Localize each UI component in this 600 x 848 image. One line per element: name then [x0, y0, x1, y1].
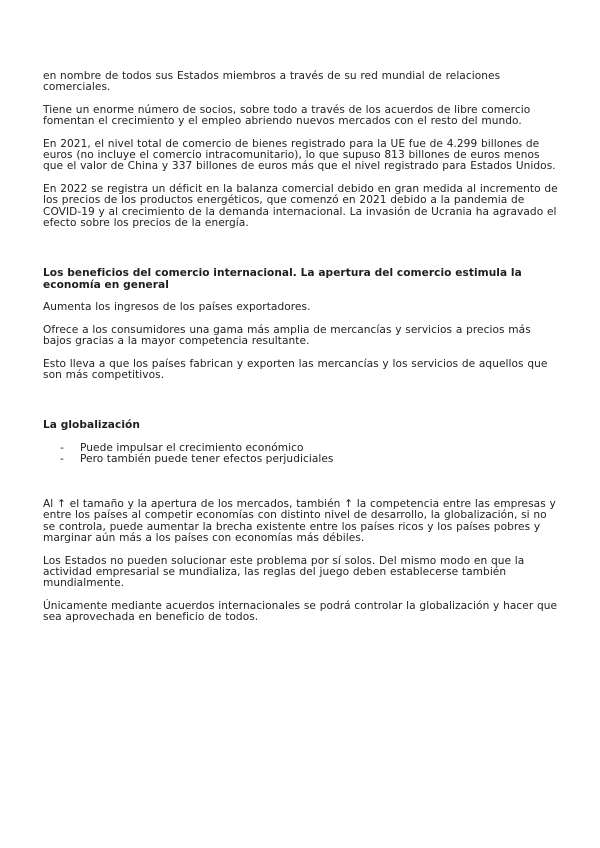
list-item-text: Puede impulsar el crecimiento económico — [80, 441, 304, 454]
globalizacion-paragraph-2: Los Estados no pueden solucionar este problema por sí solos. Del mismo modo en que la actividad empresarial se mundializa, las reglas del juego deben establecerse también mundialmente. — [43, 554, 525, 590]
beneficios-heading: Los beneficios del comercio internacional. La apertura del comercio estimula la economía en general — [43, 267, 522, 291]
intro-paragraph-4: En 2022 se registra un déficit en la balanza comercial debido en gran medida al incremento de los precios de los productos energéticos, que comenzó en 2021 debido a la pandemia de COVID-19 y al crecimiento de la demanda internacional. La invasión de Ucrania ha agravado el efecto sobre los precios de la energía. — [43, 182, 558, 230]
list-item — [60, 454, 561, 466]
intro-paragraph-3: En 2021, el nivel total de comercio de bienes registrado para la UE fue de 4.299 billones de euros (no incluye el comercio intracomunitario), lo que supuso 813 billones de euros menos que el valor de China y 337 billones de euros más que el nivel registrado para Estados Unidos. — [43, 137, 556, 173]
spacer — [43, 466, 561, 499]
globalizacion-paragraph-3: Únicamente mediante acuerdos internacionales se podrá controlar la globalización y hacer que sea aprovechada en beneficio de todos. — [43, 599, 558, 624]
spacer — [43, 392, 561, 420]
globalizacion-list — [43, 443, 561, 466]
beneficios-paragraph-1: Aumenta los ingresos de los países exportadores. — [43, 301, 311, 314]
spacer — [43, 240, 561, 268]
globalizacion-paragraph-1: Al ↑ el tamaño y la apertura de los mercados, también ↑ la competencia entre las empresas y entre los países al competir economías con distinto nivel de desarrollo, la globalización, si no se controla, puede aumentar la brecha existente entre los países ricos y los países pobres y marginar aún más a los países con economías más débiles. — [43, 497, 556, 545]
beneficios-paragraph-2: Ofrece a los consumidores una gama más amplia de mercancías y servicios a precios más bajos gracias a la mayor competencia resultante. — [43, 323, 531, 348]
document-page — [43, 71, 561, 635]
beneficios-paragraph-3: Esto lleva a que los países fabrican y exporten las mercancías y los servicios de aquellos que son más competitivos. — [43, 357, 548, 381]
list-item-text: Pero también puede tener efectos perjudiciales — [80, 453, 334, 466]
intro-paragraph-1: en nombre de todos sus Estados miembros a través de su red mundial de relaciones comerciales. — [43, 70, 501, 94]
intro-paragraph-2: Tiene un enorme número de socios, sobre todo a través de los acuerdos de libre comercio fomentan el crecimiento y el empleo abriendo nuevos mercados con el resto del mundo. — [43, 103, 531, 128]
globalizacion-heading: La globalización — [43, 419, 140, 432]
dash-bullet-icon: - — [60, 441, 64, 454]
dash-bullet-icon: - — [60, 453, 64, 466]
